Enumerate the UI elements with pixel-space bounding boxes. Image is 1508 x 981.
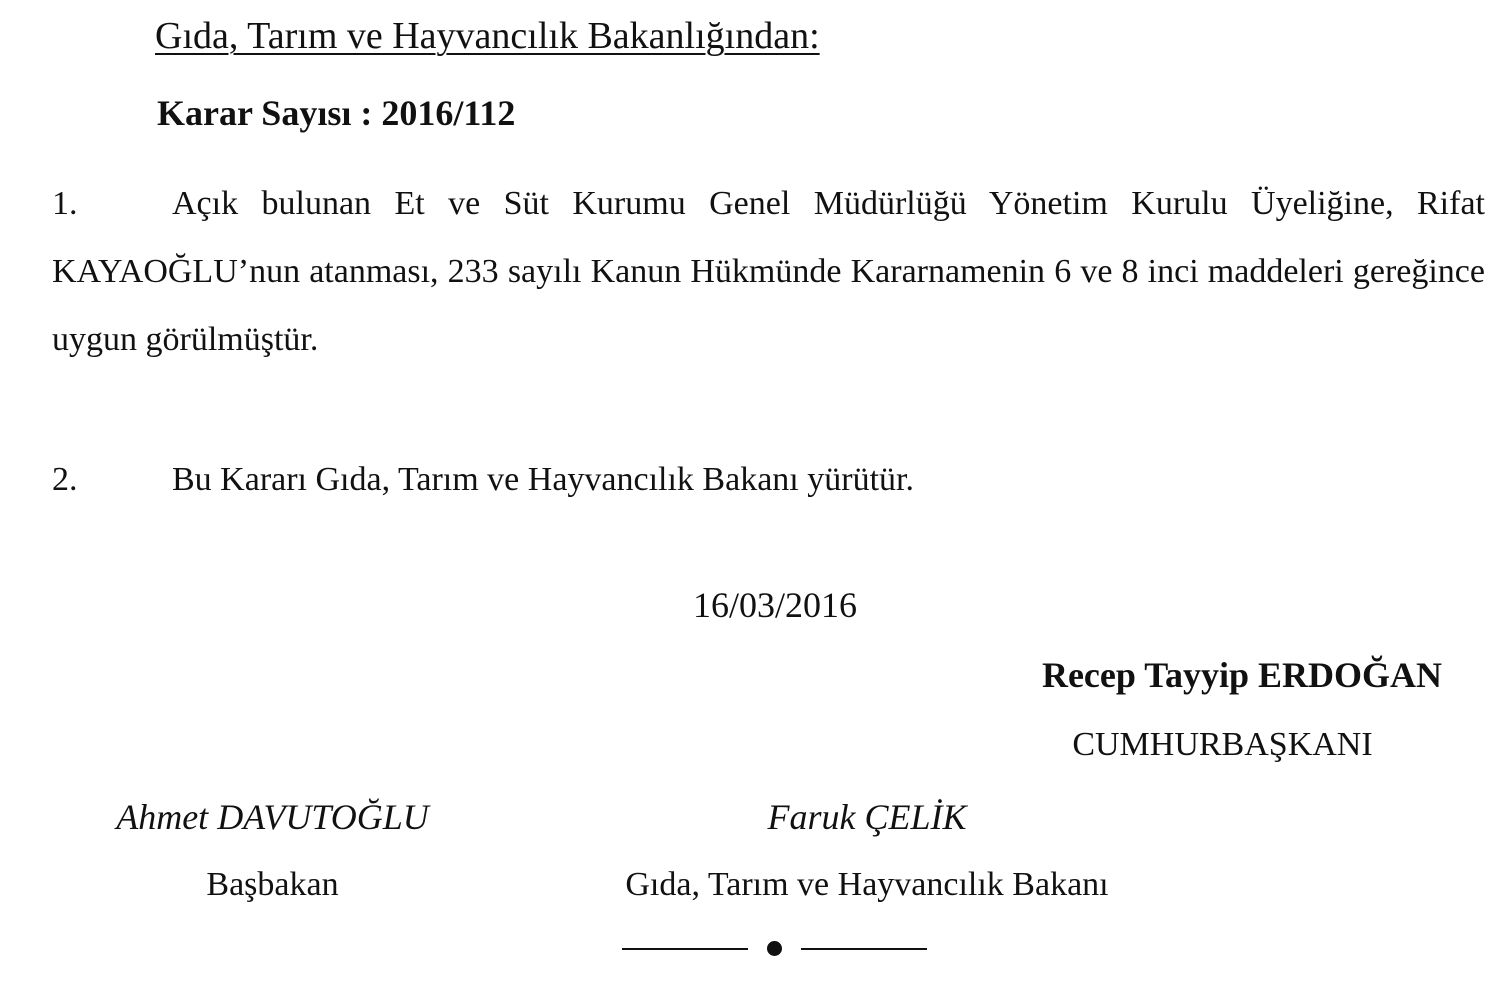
president-name: Recep Tayyip ERDOĞAN [1041,655,1442,695]
decision-number: Karar Sayısı : 2016/112 [157,93,516,133]
article-2-text: Bu Kararı Gıda, Tarım ve Hayvancılık Bakanı yürütür. [172,461,914,498]
end-ornament [622,936,927,962]
ornament-line-left [622,948,748,950]
ministry-heading: Gıda, Tarım ve Hayvancılık Bakanlığından: [155,15,820,57]
prime-minister-name: Ahmet DAVUTOĞLU [116,797,429,837]
minister-title: Gıda, Tarım ve Hayvancılık Bakanı [625,866,1109,903]
article-2 [52,446,1485,514]
minister-name: Faruk ÇELİK [767,797,967,837]
article-1 [52,170,1485,374]
article-1-text: Açık bulunan Et ve Süt Kurumu Genel Müdürlüğü Yönetim Kurulu Üyeliğine, Rifat KAYAOĞLU’nun atanması, 233 sayılı Kanun Hükmünde Kararnamenin 6 ve 8 inci maddeleri gereğince uygun görülmüştür. [52,185,1485,358]
article-1-number: 1. [52,185,78,222]
decision-date: 16/03/2016 [692,585,857,625]
ornament-dot [767,941,782,956]
president-title: CUMHURBAŞKANI [1072,726,1373,763]
ornament-line-right [801,948,927,950]
article-2-number: 2. [52,461,78,498]
prime-minister-title: Başbakan [206,866,339,903]
